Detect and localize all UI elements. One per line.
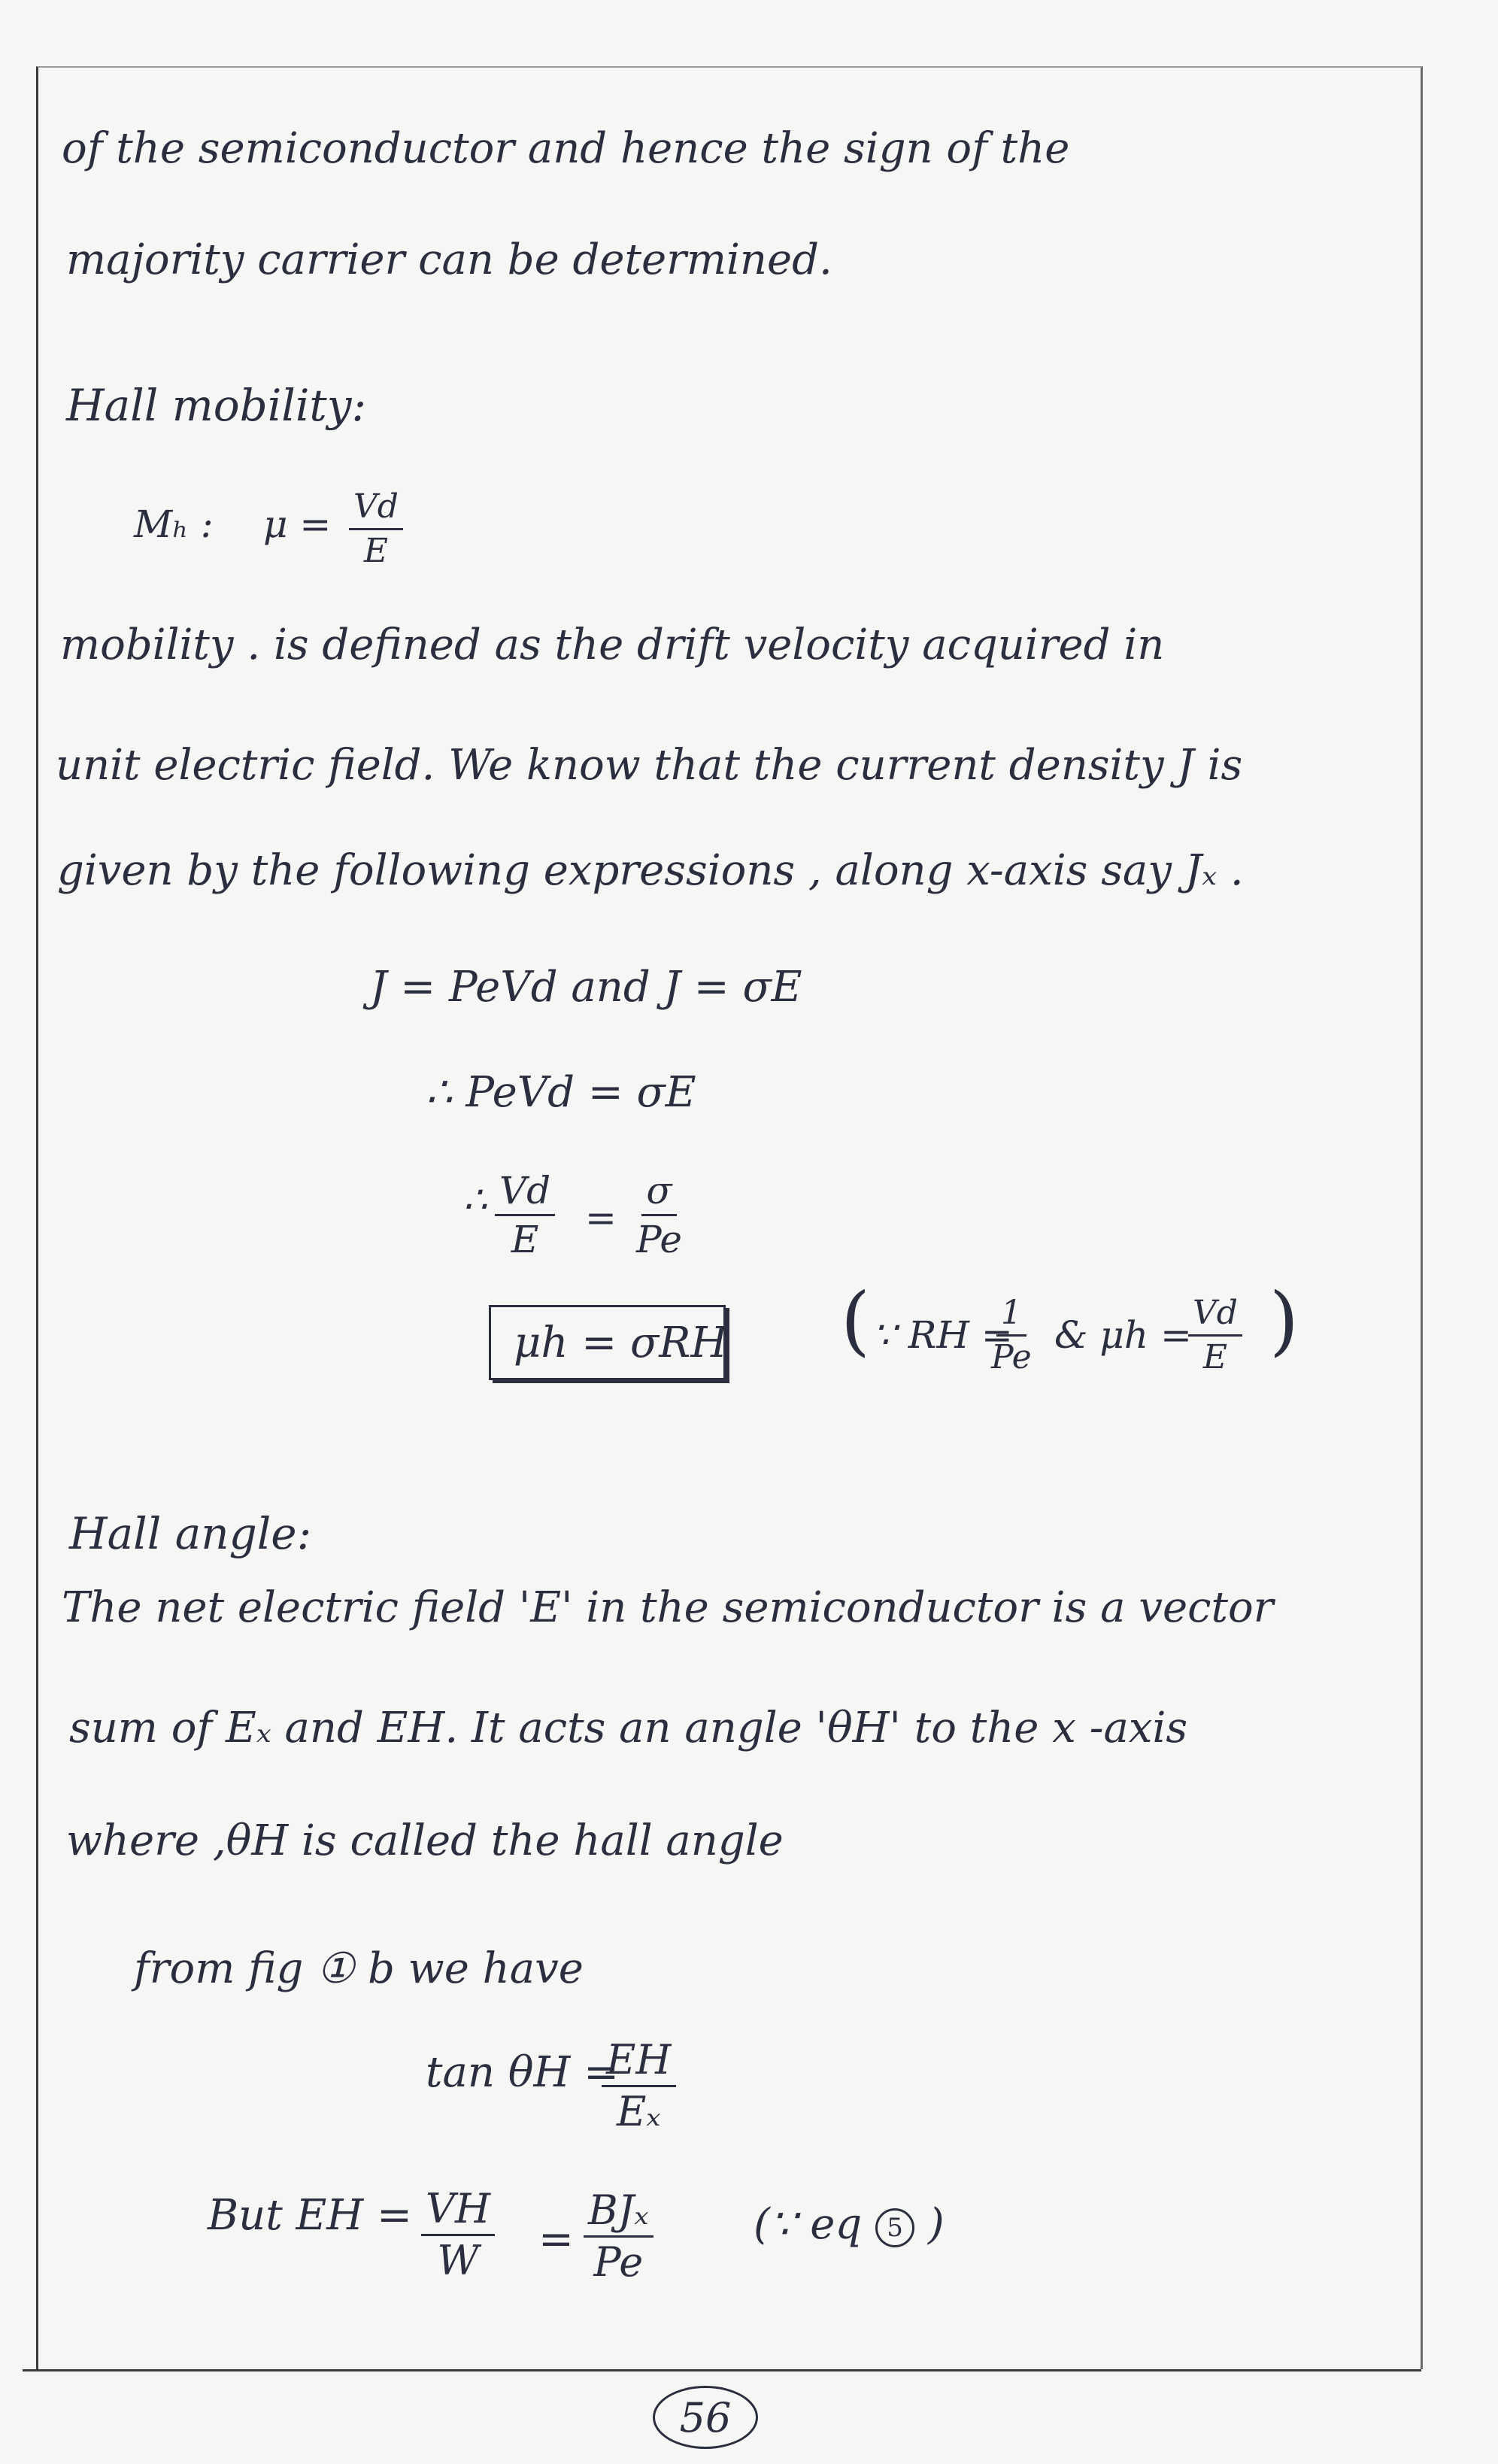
text-line: unit electric field. We know that the current density J is xyxy=(56,741,1243,790)
because-rh: ∵ RH = xyxy=(872,1313,1013,1357)
fraction-vd-e xyxy=(495,1169,555,1261)
fraction-sigma-pe xyxy=(636,1169,682,1261)
fraction-num: BJₓ xyxy=(584,2190,653,2238)
page-number: 56 xyxy=(653,2386,758,2449)
fraction-den: W xyxy=(437,2237,479,2284)
eq5-reference xyxy=(754,2200,945,2249)
fraction-den: Pe xyxy=(593,2238,644,2286)
fraction-num: VH xyxy=(421,2189,495,2236)
fraction-vh-w xyxy=(421,2185,495,2284)
equation-pevd: ∴ PeVd = σE xyxy=(426,1068,696,1117)
equals-sign: = xyxy=(538,2215,574,2264)
fraction-num: Vd xyxy=(349,490,403,530)
eq5-close: ) xyxy=(927,2200,945,2249)
fraction-den: Pe xyxy=(991,1338,1032,1376)
fraction-tan xyxy=(602,2036,676,2135)
fraction-num: Vd xyxy=(1188,1297,1242,1337)
open-paren: ( xyxy=(841,1276,871,1364)
fraction-num: Vd xyxy=(495,1172,555,1216)
close-paren: ) xyxy=(1269,1276,1299,1364)
fraction-den: E xyxy=(1202,1338,1228,1376)
fraction-num: EH xyxy=(602,2040,676,2087)
text-line: The net electric field 'E' in the semiconductor is a vector xyxy=(62,1583,1274,1632)
equation-mu: μ = xyxy=(263,502,332,546)
text-line: of the semiconductor and hence the sign of the xyxy=(62,124,1070,173)
fraction-bjx-pe xyxy=(584,2186,653,2286)
heading-hall-mobility: Hall mobility: xyxy=(66,380,367,431)
heading-hall-angle: Hall angle: xyxy=(69,1508,312,1559)
text-line: given by the following expressions , along x-axis say Jₓ . xyxy=(57,846,1244,895)
fraction-mu xyxy=(349,487,403,570)
boxed-result xyxy=(489,1305,726,1380)
equals-sign: = xyxy=(585,1196,617,1240)
and-muh: & μh = xyxy=(1054,1313,1192,1357)
therefore-symbol: ∴ xyxy=(463,1178,487,1221)
circled-number: 5 xyxy=(875,2208,914,2247)
equation-j: J = PeVd and J = σE xyxy=(370,963,802,1012)
text-line: mobility . is defined as the drift velocity acquired in xyxy=(60,621,1165,669)
text-line: where ,θH is called the hall angle xyxy=(66,1816,784,1865)
fraction-muh xyxy=(1188,1294,1242,1376)
fraction-den: E xyxy=(511,1218,539,1261)
but-lhs: But EH = xyxy=(208,2191,412,2240)
text-line: majority carrier can be determined. xyxy=(66,235,832,284)
text-line: from fig ① b we have xyxy=(134,1944,584,1993)
equation-lead: Mₕ : xyxy=(134,502,214,546)
tan-lhs: tan θH = xyxy=(426,2048,620,2097)
fraction-den: E xyxy=(363,532,389,570)
fraction-den: Pe xyxy=(636,1218,682,1261)
bottom-rule xyxy=(23,2369,1421,2371)
fraction-num: 1 xyxy=(996,1297,1026,1337)
fraction-den: Eₓ xyxy=(616,2088,661,2135)
eq5-open: (∵ eq xyxy=(754,2200,863,2249)
boxed-equation: μh = σRH xyxy=(514,1318,728,1367)
fraction-rh xyxy=(991,1294,1032,1376)
text-line: sum of Eₓ and EH. It acts an angle 'θH' to the x -axis xyxy=(69,1704,1188,1752)
fraction-num: σ xyxy=(641,1172,676,1216)
